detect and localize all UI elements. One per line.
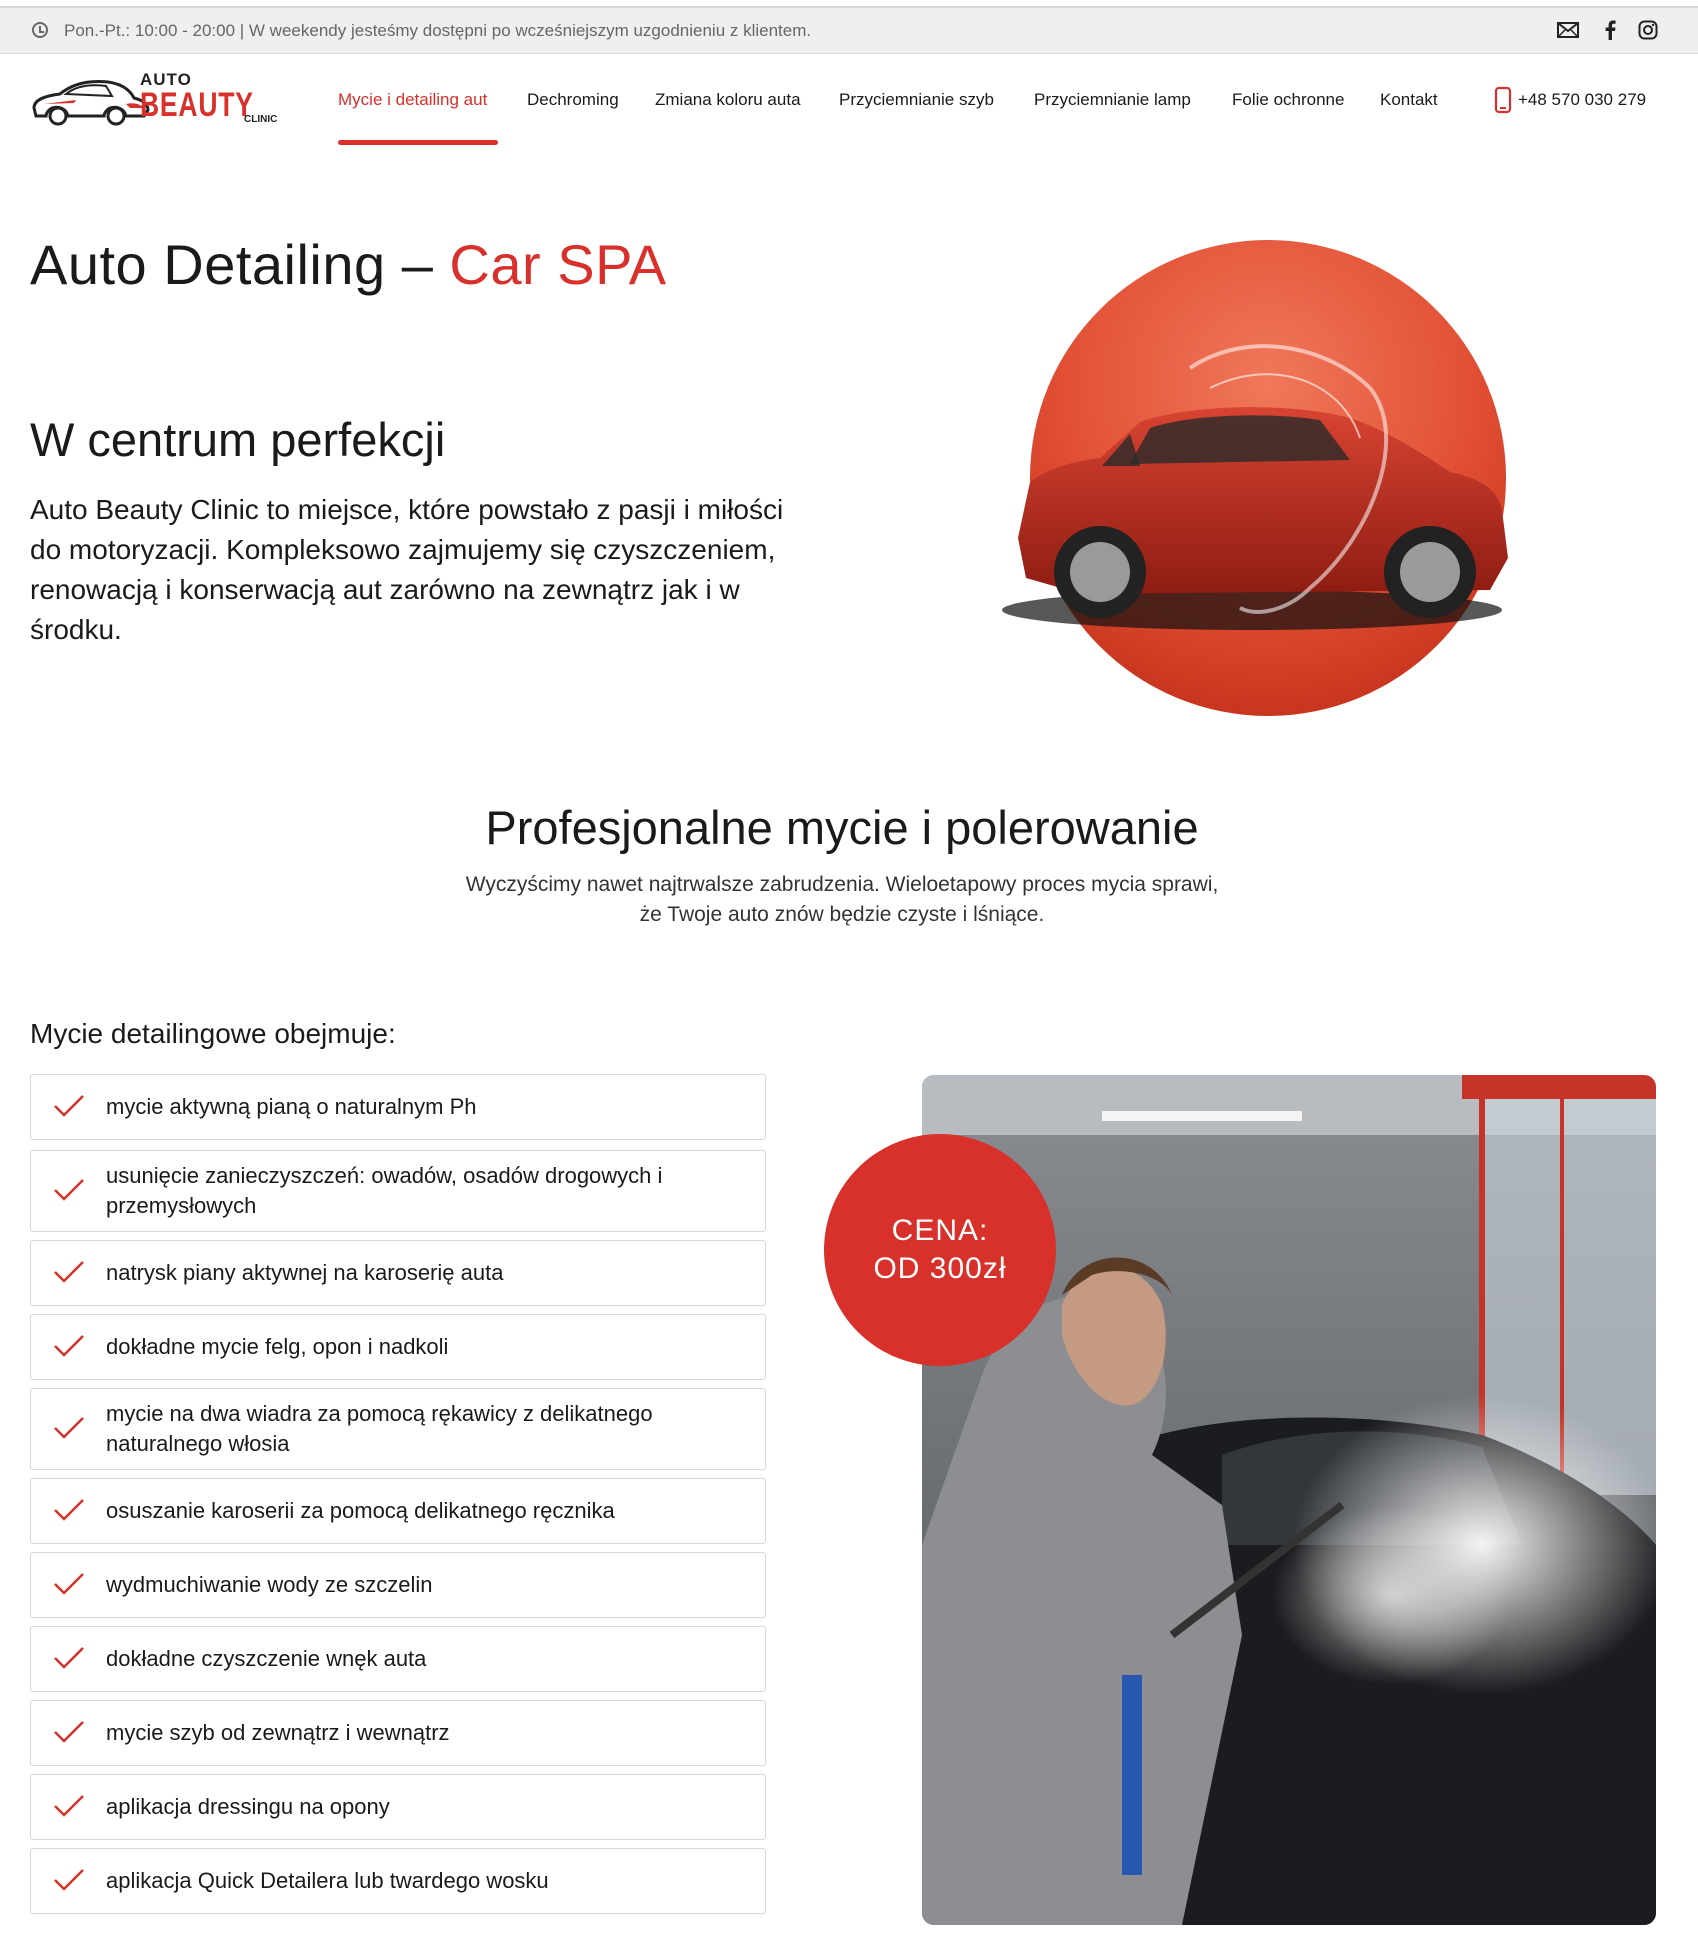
section-title: Profesjonalne mycie i polerowanie	[485, 801, 1199, 854]
section-description	[420, 870, 1264, 930]
list-item	[30, 1240, 766, 1306]
list-item-label: mycie na dwa wiadra za pomocą rękawicy z delikatnego naturalnego włosia	[106, 1401, 653, 1456]
check-icon	[53, 1260, 85, 1284]
hero-car-image	[990, 238, 1520, 716]
list-item	[30, 1552, 766, 1618]
hero-subtitle: W centrum perfekcji	[30, 413, 446, 466]
logo-beauty-text: BEAUTY	[140, 86, 254, 124]
section-text-line1: Wyczyścimy nawet najtrwalsze zabrudzenia. Wieloetapowy proces mycia sprawi,	[465, 873, 1219, 896]
list-item	[30, 1314, 766, 1380]
phone-number: +48 570 030 279	[1518, 90, 1647, 109]
clock-icon	[32, 22, 48, 38]
list-item	[30, 1074, 766, 1140]
site-logo[interactable]	[30, 70, 282, 130]
check-icon	[53, 1868, 85, 1892]
nav-item-przyciemnianie-szyb[interactable]: Przyciemnianie szyb	[839, 90, 994, 109]
list-item-label: dokładne mycie felg, opon i nadkoli	[106, 1334, 449, 1359]
phone-icon	[1494, 86, 1512, 114]
section-text-line2: że Twoje auto znów będzie czyste i lśniące.	[639, 903, 1045, 926]
check-icon	[53, 1572, 85, 1596]
phone-link[interactable]	[1494, 86, 1646, 114]
check-icon	[53, 1416, 85, 1440]
list-item	[30, 1478, 766, 1544]
check-icon	[53, 1498, 85, 1522]
check-icon	[53, 1720, 85, 1744]
list-item-label: wydmuchiwanie wody ze szczelin	[106, 1572, 433, 1597]
list-item	[30, 1388, 766, 1470]
instagram-icon[interactable]	[1636, 18, 1660, 42]
price-value: OD 300zł	[873, 1252, 1007, 1285]
mail-icon[interactable]	[1556, 18, 1580, 42]
nav-item-mycie-detailing[interactable]: Mycie i detailing aut	[338, 90, 488, 109]
nav-item-folie-ochronne[interactable]: Folie ochronne	[1232, 90, 1345, 109]
list-item-label: natrysk piany aktywnej na karoserię auta	[106, 1260, 504, 1285]
top-info-bar	[0, 6, 1698, 54]
check-icon	[53, 1794, 85, 1818]
check-icon	[53, 1178, 85, 1202]
list-item	[30, 1150, 766, 1232]
list-item-label: mycie aktywną pianą o naturalnym Ph	[106, 1094, 477, 1119]
price-badge	[824, 1134, 1056, 1366]
check-icon	[53, 1646, 85, 1670]
nav-item-kontakt[interactable]: Kontakt	[1380, 90, 1438, 109]
opening-hours-text: Pon.-Pt.: 10:00 - 20:00 | W weekendy jesteśmy dostępni po wcześniejszym uzgodnieniu z klientem.	[64, 21, 812, 40]
hero-description: Auto Beauty Clinic to miejsce, które powstało z pasji i miłości do motoryzacji. Kompleksowo zajmujemy się czyszczeniem, renowacją i konserwacją aut zarówno na zewnątrz jak i w środku.	[30, 494, 784, 645]
list-item-label: aplikacja Quick Detailera lub twardego wosku	[106, 1868, 549, 1893]
logo-auto-text: AUTO	[140, 70, 192, 89]
list-item-label: aplikacja dressingu na opony	[106, 1794, 390, 1819]
list-item	[30, 1774, 766, 1840]
active-nav-underline	[338, 140, 498, 145]
list-item	[30, 1700, 766, 1766]
page-title-accent: Car SPA	[449, 233, 667, 296]
list-item-label: osuszanie karoserii za pomocą delikatnego ręcznika	[106, 1498, 615, 1523]
list-item	[30, 1626, 766, 1692]
price-label: CENA:	[891, 1214, 989, 1247]
list-item-label: dokładne czyszczenie wnęk auta	[106, 1646, 427, 1671]
checklist-title: Mycie detailingowe obejmuje:	[30, 1018, 396, 1049]
nav-item-dechroming[interactable]: Dechroming	[527, 90, 619, 109]
list-item	[30, 1848, 766, 1914]
nav-item-przyciemnianie-lamp[interactable]: Przyciemnianie lamp	[1034, 90, 1191, 109]
list-item-label: usunięcie zanieczyszczeń: owadów, osadów drogowych i przemysłowych	[106, 1163, 663, 1218]
page-title-main: Auto Detailing –	[30, 233, 450, 296]
check-icon	[53, 1334, 85, 1358]
logo-clinic-text: CLINIC	[244, 114, 278, 125]
facebook-icon[interactable]	[1600, 18, 1620, 42]
page-title	[30, 232, 667, 297]
list-item-label: mycie szyb od zewnątrz i wewnątrz	[106, 1720, 450, 1745]
nav-item-zmiana-koloru[interactable]: Zmiana koloru auta	[655, 90, 801, 109]
check-icon	[53, 1094, 85, 1118]
